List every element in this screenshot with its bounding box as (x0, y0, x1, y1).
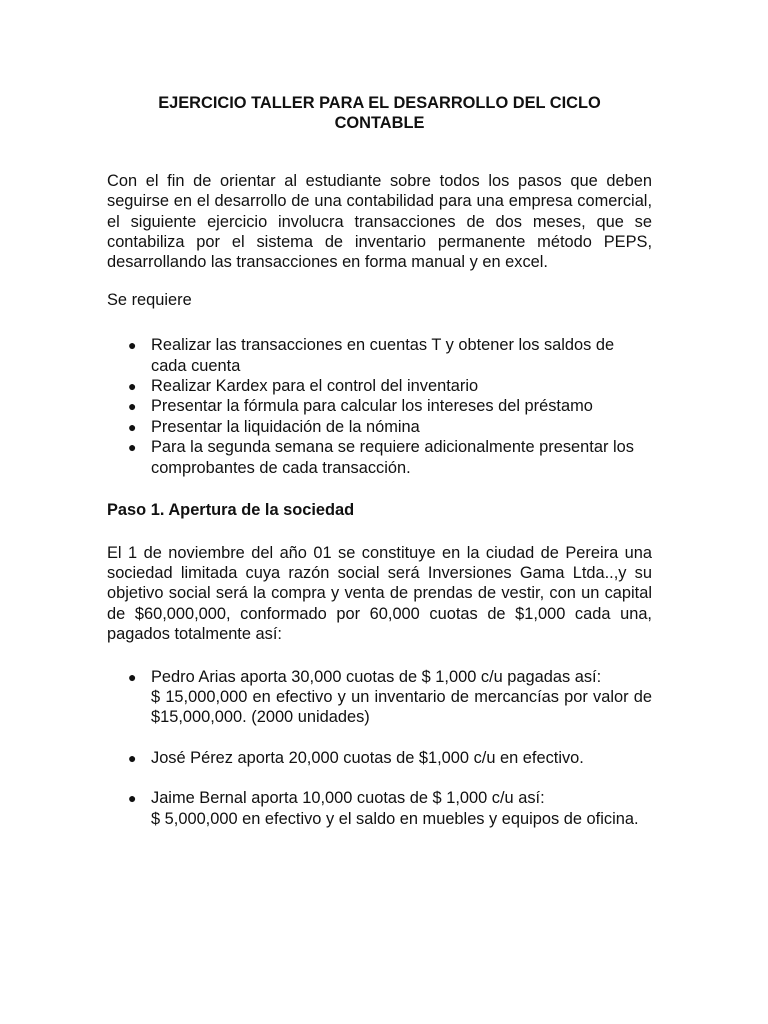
bullet-icon: ● (128, 418, 137, 435)
list-item (107, 396, 652, 416)
bullet-icon: ● (128, 790, 137, 807)
list-item (107, 788, 652, 829)
list-item (107, 437, 652, 478)
document-title (107, 93, 652, 134)
bullet-icon: ● (128, 378, 137, 395)
list-item (107, 667, 652, 728)
list-item (107, 376, 652, 396)
requirement-text: Realizar Kardex para el control del inventario (151, 377, 479, 396)
bullet-icon: ● (128, 398, 137, 415)
title-line-1: EJERCICIO TALLER PARA EL DESARROLLO DEL CICLO (158, 94, 601, 112)
step-1-heading: Paso 1. Apertura de la sociedad (107, 501, 355, 520)
list-item (107, 335, 652, 376)
partners-list (107, 667, 652, 829)
intro-paragraph: Con el fin de orientar al estudiante sobre todos los pasos que deben seguirse en el desarrollo de una contabilidad para una empresa comercial, el siguiente ejercicio involucra transacciones de dos meses, que se contabiliza por el sistema de inventario permanente método PEPS, desarrollando las transacciones en forma manual y en excel. (107, 171, 652, 272)
list-item (107, 417, 652, 437)
list-item (107, 748, 652, 768)
step-1-paragraph: El 1 de noviembre del año 01 se constituye en la ciudad de Pereira una sociedad limitada cuya razón social será Inversiones Gama Ltda..,y su objetivo social será la compra y venta de prendas de vestir, con un capital de $60,000,000, conformado por 60,000 cuotas de $1,000 cada una, pagados totalmente así: (107, 543, 652, 644)
requirement-text: Presentar la fórmula para calcular los intereses del préstamo (151, 397, 593, 416)
requirements-list (107, 335, 652, 478)
partner-payment-detail: $ 15,000,000 en efectivo y un inventario de mercancías por valor de $15,000,000. (2000 unidades) (151, 687, 652, 727)
requirement-text: Realizar las transacciones en cuentas T y obtener los saldos de cada cuenta (151, 336, 615, 375)
title-line-2: CONTABLE (334, 114, 425, 133)
partner-contribution: Pedro Arias aporta 30,000 cuotas de $ 1,000 c/u pagadas así: (151, 667, 602, 686)
document-page (107, 93, 652, 829)
requirement-text: Presentar la liquidación de la nómina (151, 417, 420, 436)
partner-contribution: Jaime Bernal aporta 10,000 cuotas de $ 1,000 c/u así: (151, 789, 545, 808)
requirement-heading: Se requiere (107, 290, 192, 309)
partner-contribution: José Pérez aporta 20,000 cuotas de $1,000 c/u en efectivo. (151, 748, 584, 767)
bullet-icon: ● (128, 668, 137, 685)
requirement-text: Para la segunda semana se requiere adicionalmente presentar los comprobantes de cada transacción. (151, 438, 634, 477)
bullet-icon: ● (128, 439, 137, 456)
bullet-icon: ● (128, 749, 137, 766)
bullet-icon: ● (128, 337, 137, 354)
partner-payment-detail: $ 5,000,000 en efectivo y el saldo en muebles y equipos de oficina. (151, 809, 639, 828)
